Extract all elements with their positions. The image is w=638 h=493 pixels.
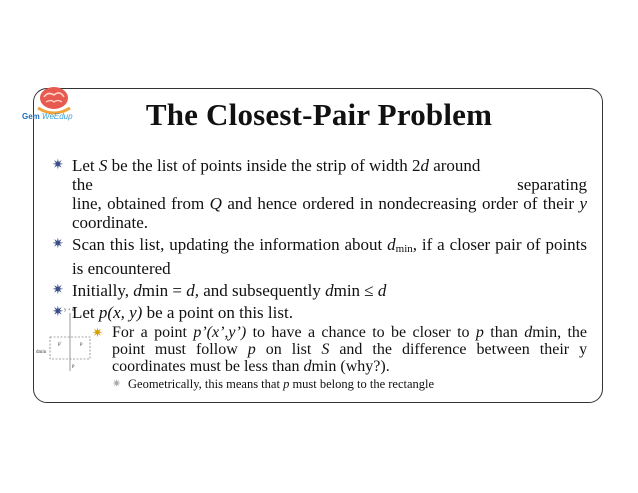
- text: For a point: [112, 324, 187, 341]
- sub-sub-bullet-star-icon: ✷: [112, 378, 122, 390]
- bullet-initially: [52, 281, 587, 300]
- text: y coordinates must be less than: [112, 341, 588, 375]
- sub-sub-bullet-geometric: [72, 377, 587, 392]
- diagram-label-left: dmin: [36, 350, 47, 355]
- bullet-star-icon: ✷: [52, 237, 64, 252]
- text: separating: [517, 175, 587, 194]
- slide-content: [52, 156, 587, 395]
- text: min (why?).: [311, 358, 390, 375]
- logo-brand: Gem: [22, 112, 40, 121]
- var-d: d: [133, 281, 142, 300]
- text: than: [490, 324, 518, 341]
- text: order of their: [482, 194, 575, 213]
- var-p: p(x, y): [98, 303, 143, 322]
- sub-bullet-star-icon: ✷: [92, 325, 103, 340]
- text: line, obtained from: [72, 194, 205, 213]
- text: the: [72, 175, 93, 194]
- var-p-prime: p’(x’,y’): [193, 324, 247, 341]
- text: Let: [72, 303, 95, 322]
- text: around: [433, 156, 481, 175]
- text: be a point on this list.: [146, 303, 293, 322]
- text: on list: [265, 341, 312, 358]
- bullet-strip-list: [52, 156, 587, 232]
- text: min =: [141, 281, 183, 300]
- var-d: d: [420, 156, 429, 175]
- bullet-star-icon: ✷: [52, 283, 64, 298]
- bullet-star-icon: ✷: [52, 305, 64, 320]
- var-y: y: [579, 194, 588, 213]
- bullet-star-icon: ✷: [52, 158, 64, 173]
- text: and hence ordered in nondecreasing: [227, 194, 477, 213]
- subscript: min: [395, 243, 413, 255]
- var-d: d: [387, 235, 396, 254]
- text: coordinate.: [72, 213, 148, 232]
- text: must belong to the rectangle: [292, 377, 435, 391]
- text: Scan this list, updating the information about: [72, 235, 383, 254]
- diagram-label-pl: p': [58, 342, 62, 347]
- var-d: d,: [186, 281, 200, 300]
- diagram-label-pr: p: [80, 342, 83, 347]
- page-title: The Closest-Pair Problem: [145, 97, 493, 132]
- var-s: S: [98, 156, 108, 175]
- var-p: p: [283, 377, 290, 391]
- logo-tag: WeEdup: [42, 112, 73, 121]
- diagram-label-top: y + d: [64, 308, 75, 313]
- text: Initially,: [72, 281, 129, 300]
- bullet-scan-list: [52, 235, 587, 278]
- text: min,: [532, 324, 562, 341]
- sub-bullet-closer: [72, 324, 587, 375]
- text: the point must follow: [112, 324, 588, 358]
- text: Let: [72, 156, 95, 175]
- text: and the difference between their: [339, 341, 570, 358]
- bullet-let-p: [52, 303, 587, 392]
- var-p: p: [475, 324, 484, 341]
- rectangle-diagram: [34, 305, 92, 377]
- diagram-label-bottom: p: [72, 364, 75, 369]
- var-d: d: [303, 358, 312, 375]
- text: min ≤: [333, 281, 374, 300]
- var-d: d: [377, 281, 387, 300]
- var-p: p: [247, 341, 256, 358]
- text: be the list of points inside the strip of width 2: [111, 156, 421, 175]
- var-s: S: [321, 341, 330, 358]
- text: and subsequently: [203, 281, 321, 300]
- justified-line: [72, 175, 587, 194]
- var-q: Q: [209, 194, 222, 213]
- text: Geometrically, this means that: [128, 377, 280, 391]
- text: pair of points is encountered: [72, 235, 588, 278]
- var-d: d: [325, 281, 334, 300]
- var-d: d: [524, 324, 533, 341]
- text: to have a chance to be closer to: [252, 324, 470, 341]
- text: , if a closer: [412, 235, 491, 254]
